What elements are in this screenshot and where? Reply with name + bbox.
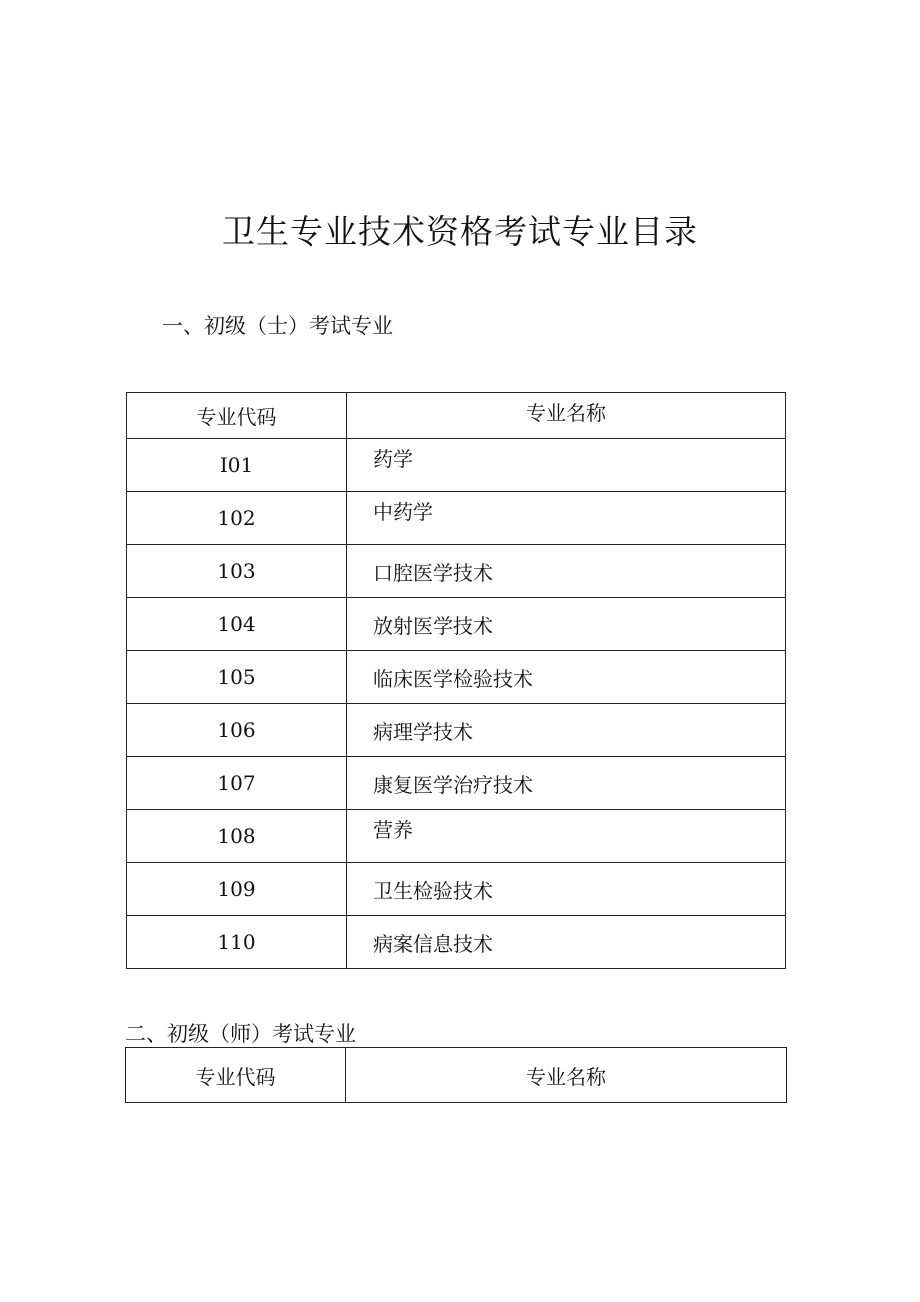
header-name: 专业名称: [347, 393, 786, 439]
header-code: 专业代码: [127, 393, 347, 439]
major-code: 107: [127, 757, 347, 810]
major-name: 临床医学检验技术: [347, 651, 786, 704]
major-name: 药学: [347, 439, 786, 492]
table-row: [127, 545, 786, 598]
table-row: [127, 810, 786, 863]
table-header-row: [127, 393, 786, 439]
major-table-junior-teacher: [125, 1047, 787, 1103]
section-heading-junior-shi: 一、初级（士）考试专业: [162, 314, 393, 338]
major-code: 105: [127, 651, 347, 704]
header-name: 专业名称: [346, 1048, 787, 1103]
table-row: [127, 757, 786, 810]
major-code: 109: [127, 863, 347, 916]
major-name: 口腔医学技术: [347, 545, 786, 598]
major-name: 卫生检验技术: [347, 863, 786, 916]
major-code: 104: [127, 598, 347, 651]
major-code: 106: [127, 704, 347, 757]
table-row: [127, 916, 786, 969]
table-header-row: [126, 1048, 787, 1103]
table-row: [127, 492, 786, 545]
major-name: 康复医学治疗技术: [347, 757, 786, 810]
major-code: I01: [127, 439, 347, 492]
major-code: 103: [127, 545, 347, 598]
major-code: 110: [127, 916, 347, 969]
table-row: [127, 863, 786, 916]
section-heading-junior-shi-teacher: 二、初级（师）考试专业: [125, 1022, 356, 1046]
major-name: 病案信息技术: [347, 916, 786, 969]
table-row: [127, 439, 786, 492]
major-table-junior-shi: [126, 392, 786, 969]
major-name: 中药学: [347, 492, 786, 545]
major-code: 108: [127, 810, 347, 863]
table-row: [127, 651, 786, 704]
major-code: 102: [127, 492, 347, 545]
table-row: [127, 598, 786, 651]
table-row: [127, 704, 786, 757]
major-name: 营养: [347, 810, 786, 863]
major-name: 放射医学技术: [347, 598, 786, 651]
major-name: 病理学技术: [347, 704, 786, 757]
page-title: 卫生专业技术资格考试专业目录: [222, 212, 698, 251]
header-code: 专业代码: [126, 1048, 346, 1103]
